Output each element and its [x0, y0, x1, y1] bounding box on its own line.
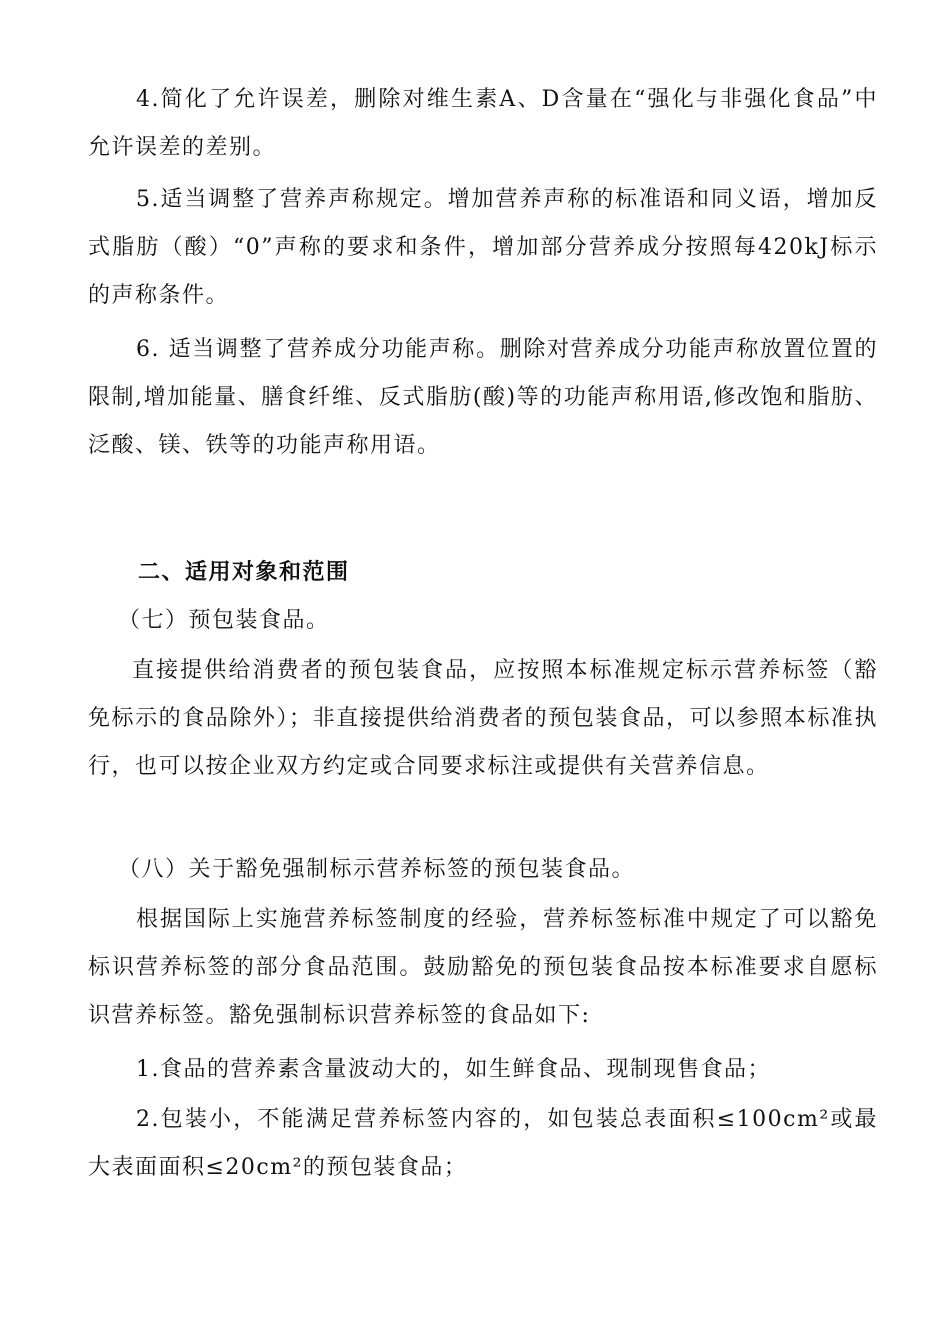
list-item-1: 1.食品的营养素含量波动大的，如生鲜食品、现制现售食品； [136, 1057, 771, 1082]
item-5-paragraph: 5.适当调整了营养声称规定。增加营养声称的标准语和同义语，增加反式脂肪（酸）“0”声称的要求和条件，增加部分营养成分按照每420kJ标示的声称条件。 [88, 187, 878, 308]
subheading-8: （八）关于豁免强制标示营养标签的预包装食品。 [118, 857, 636, 882]
section-heading: 二、适用对象和范围 [138, 560, 350, 585]
list-item-2: 2.包装小，不能满足营养标签内容的，如包装总表面积≤100cm²或最大表面面积≤20cm²的预包装食品； [88, 1107, 878, 1180]
paragraph-8: 根据国际上实施营养标签制度的经验，营养标签标准中规定了可以豁免标识营养标签的部分食品范围。鼓励豁免的预包装食品按本标准要求自愿标识营养标签。豁免强制标识营养标签的食品如下: [88, 907, 878, 1028]
paragraph-7: 直接提供给消费者的预包装食品，应按照本标准规定标示营养标签（豁免标示的食品除外）；非直接提供给消费者的预包装食品，可以参照本标准执行，也可以按企业双方约定或合同要求标注或提供有关营养信息。 [88, 658, 878, 779]
subheading-7: （七）预包装食品。 [118, 608, 330, 633]
item-6-paragraph: 6. 适当调整了营养成分功能声称。删除对营养成分功能声称放置位置的限制,增加能量、膳食纤维、反式脂肪(酸)等的功能声称用语,修改饱和脂肪、泛酸、镁、铁等的功能声称用语。 [88, 337, 878, 458]
item-4-paragraph: 4.简化了允许误差，删除对维生素A、D含量在“强化与非强化食品”中允许误差的差别。 [88, 87, 878, 160]
